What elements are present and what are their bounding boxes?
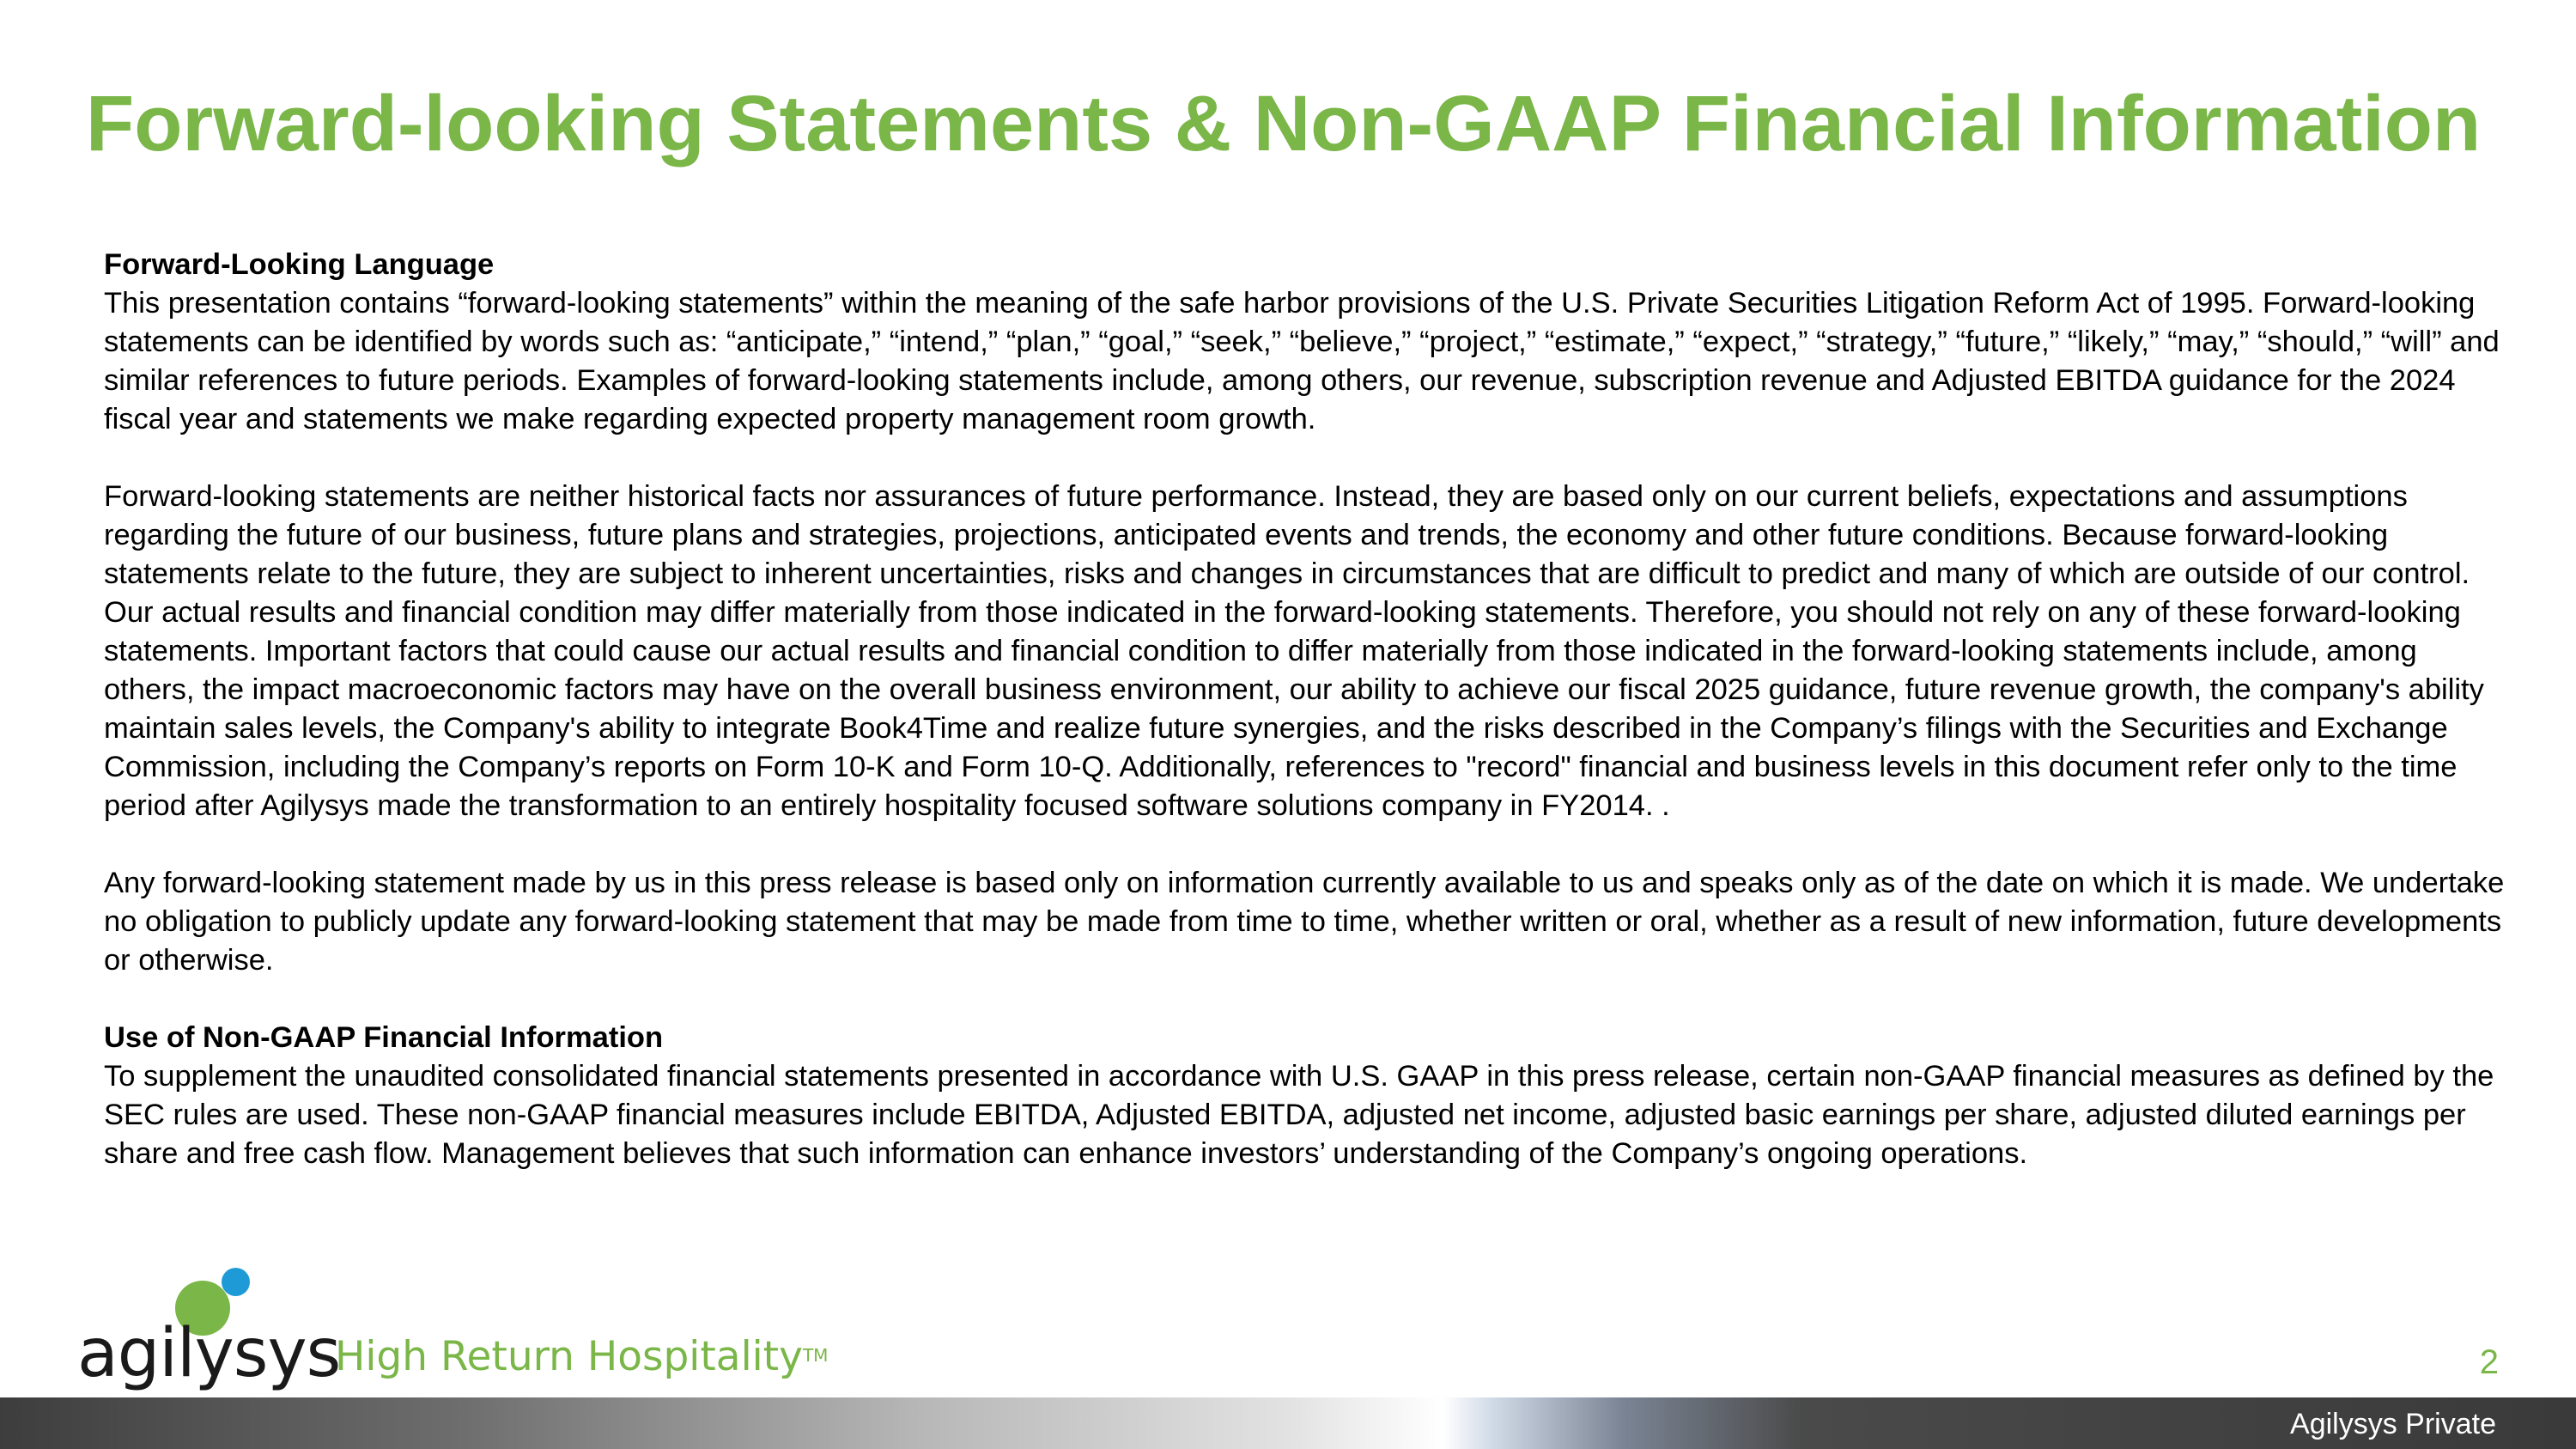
slide-title: Forward-looking Statements & Non-GAAP Financial Information xyxy=(86,80,2482,167)
forward-looking-paragraph-1: This presentation contains “forward-looking statements” within the meaning of the safe harbor provisions of the U.S. Private Securities Litigation Reform Act of 1995. Forward-looking statements can be identified by words such as: “anticipate,” “intend,” “plan,” “goal,” “seek,” “believe,” “project,” “estimate,” “expect,” “strategy,” “future,” “likely,” “may,” “should,” “will” and similar references to future periods. Examples of forward-looking statements include, among others, our revenue, subscription revenue and Adjusted EBITDA guidance for the 2024 fiscal year and statements we make regarding expected property management room growth. xyxy=(104,287,2500,435)
slide-body xyxy=(104,246,2515,1173)
trademark-mark: TM xyxy=(802,1345,829,1366)
non-gaap-heading: Use of Non-GAAP Financial Information xyxy=(104,1021,664,1054)
forward-looking-heading: Forward-Looking Language xyxy=(104,248,495,281)
forward-looking-paragraph-2: Forward-looking statements are neither historical facts nor assurances of future performance. Instead, they are based only on our current beliefs, expectations and assumptions regarding the future of our business, future plans and strategies, projections, anticipated events and trends, the economy and other future conditions. Because forward-looking statements relate to the future, they are subject to inherent uncertainties, risks and changes in circumstances that are difficult to predict and many of which are outside of our control. Our actual results and financial condition may differ materially from those indicated in the forward-looking statements. Therefore, you should not rely on any of these forward-looking statements. Important factors that could cause our actual results and financial condition to differ materially from those indicated in the forward-looking statements include, among others, the impact macroeconomic factors may have on the overall business environment, our ability to achieve our fiscal 2025 guidance, future revenue growth, the company's ability maintain sales levels, the Company's ability to integrate Book4Time and realize future synergies, and the risks described in the Company’s filings with the Securities and Exchange Commission, including the Company’s reports on Form 10-K and Form 10-Q. Additionally, references to "record" financial and business levels in this document refer only to the time period after Agilysys made the transformation to an entirely hospitality focused software solutions company in FY2014. . xyxy=(104,480,2484,822)
agilysys-logo xyxy=(77,1264,833,1402)
logo-wordmark: agilysys xyxy=(77,1315,341,1392)
tagline-text: High Return Hospitality xyxy=(335,1333,803,1380)
page-number: 2 xyxy=(2479,1343,2499,1381)
footer-bar xyxy=(0,1397,2576,1449)
non-gaap-paragraph: To supplement the unaudited consolidated financial statements presented in accordance with U.S. GAAP in this press release, certain non-GAAP financial measures as defined by the SEC rules are used. These non-GAAP financial measures include EBITDA, Adjusted EBITDA, adjusted net income, adjusted basic earnings per share, adjusted diluted earnings per share and free cash flow. Management believes that such information can enhance investors’ understanding of the Company’s ongoing operations. xyxy=(104,1060,2494,1170)
logo-blue-dot-icon xyxy=(222,1268,250,1296)
paragraph-spacer xyxy=(104,980,2515,1019)
paragraph-spacer xyxy=(104,439,2515,478)
logo-tagline xyxy=(335,1331,828,1383)
forward-looking-paragraph-3: Any forward-looking statement made by us in this press release is based only on information currently available to us and speaks only as of the date on which it is made. We undertake no obligation to publicly update any forward-looking statement that may be made from time to time, whether written or oral, whether as a result of new information, future developments or otherwise. xyxy=(104,867,2505,977)
paragraph-spacer xyxy=(104,825,2515,864)
footer-classification-label: Agilysys Private xyxy=(2290,1408,2496,1440)
